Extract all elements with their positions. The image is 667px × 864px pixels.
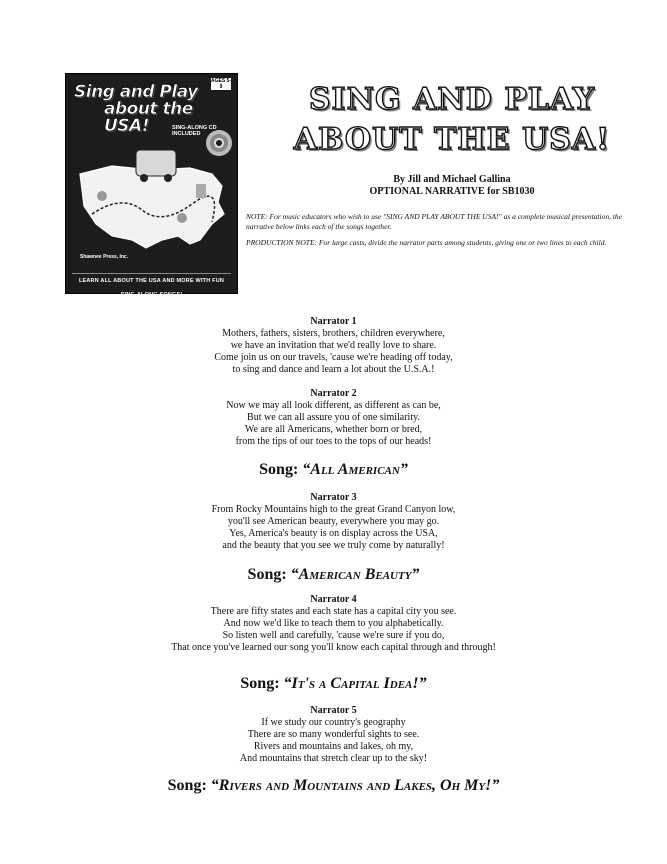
song-prefix: Song: xyxy=(259,461,299,478)
authors: By Jill and Michael Gallina xyxy=(393,174,511,185)
narrator-line: Yes, America's beauty is on display across the USA, xyxy=(229,528,438,539)
narrator-line: That once you've learned our song you'll know each capital through and through! xyxy=(171,642,496,653)
cover-title-line2: about the USA! xyxy=(104,99,193,136)
book-cover-image xyxy=(65,73,238,298)
narrator-line: And now we'd like to teach them to you alphabetically. xyxy=(223,618,444,629)
narrator-line: Rivers and mountains and lakes, oh my, xyxy=(253,741,414,752)
narrator-line: Now we may all look different, as different as can be, xyxy=(226,400,441,411)
narrator-line: And mountains that stretch clear up to the sky! xyxy=(239,753,428,764)
narrator-block-2 xyxy=(0,388,667,448)
narrator-line: We are all Americans, whether born or bred, xyxy=(244,424,423,435)
narrator-line: So listen well and carefully, 'cause we're sure if you do, xyxy=(222,630,445,641)
narrator-line: But we can all assure you of one similarity. xyxy=(247,412,420,423)
cover-bottom-banner: LEARN ALL ABOUT THE USA AND MORE WITH FUN SING-ALONG SONGS! xyxy=(72,273,231,288)
song-prefix: Song: xyxy=(247,566,287,583)
narrator-block-1 xyxy=(0,316,667,376)
narrator-block-3 xyxy=(0,492,667,552)
main-title-line2: ABOUT THE USA! xyxy=(293,122,611,157)
narrator-line: we have an invitation that we'd really love to share. xyxy=(230,340,437,351)
song-name: “It's a Capital Idea!” xyxy=(283,675,427,692)
song-name: “Rivers and Mountains and Lakes, Oh My!” xyxy=(210,777,500,794)
song-title-3 xyxy=(0,674,667,694)
narrator-line: Come join us on our travels, 'cause we're heading off today, xyxy=(214,352,453,363)
byline xyxy=(262,174,642,198)
song-name: “All American” xyxy=(302,461,408,478)
narrator-heading: Narrator 4 xyxy=(310,594,357,605)
main-title xyxy=(262,80,642,160)
main-title-line1: SING AND PLAY xyxy=(308,82,596,117)
cover-ages-badge: AGES 5-9 xyxy=(211,78,232,90)
narrator-line: from the tips of our toes to the tops of our heads! xyxy=(235,436,432,447)
narrator-line: to sing and dance and learn a lot about the U.S.A.! xyxy=(232,364,435,375)
narrator-heading: Narrator 5 xyxy=(310,705,357,716)
production-note: PRODUCTION NOTE: For large casts, divide the narrator parts among students, giving one or two lines to each child. xyxy=(246,238,607,247)
subtitle: OPTIONAL NARRATIVE for SB1030 xyxy=(369,186,535,197)
song-name: “American Beauty” xyxy=(290,566,420,583)
narrator-line: and the beauty that you see we truly come by naturally! xyxy=(222,540,445,551)
narrator-block-5 xyxy=(0,705,667,765)
narrator-heading: Narrator 2 xyxy=(310,388,357,399)
narrator-line: you'll see American beauty, everywhere you may go. xyxy=(227,516,440,527)
song-prefix: Song: xyxy=(240,675,280,692)
usa-map-illustration xyxy=(72,144,232,264)
intro-note: NOTE: For music educators who wish to use "SING AND PLAY ABOUT THE USA!" as a complete musical presentation, the narrative below links each of the songs together. xyxy=(246,212,623,231)
song-prefix: Song: xyxy=(167,777,207,794)
cover-title-line1: Sing and Play xyxy=(74,82,198,102)
narrator-line: There are so many wonderful sights to see. xyxy=(247,729,420,740)
narrator-line: There are fifty states and each state has a capital city you see. xyxy=(210,606,457,617)
narrator-line: From Rocky Mountains high to the great Grand Canyon low, xyxy=(211,504,456,515)
cover-publisher: Shawnee Press, Inc. xyxy=(80,254,129,260)
narrator-line: Mothers, fathers, sisters, brothers, children everywhere, xyxy=(222,328,445,339)
song-title-1 xyxy=(0,460,667,480)
song-title-4 xyxy=(0,776,667,796)
cover-cd-label: SING-ALONG CD INCLUDED xyxy=(172,125,217,137)
song-title-2 xyxy=(0,565,667,585)
narrator-heading: Narrator 1 xyxy=(310,316,357,327)
narrator-line: If we study our country's geography xyxy=(261,717,406,728)
narrator-heading: Narrator 3 xyxy=(310,492,357,503)
narrator-block-4 xyxy=(0,594,667,654)
